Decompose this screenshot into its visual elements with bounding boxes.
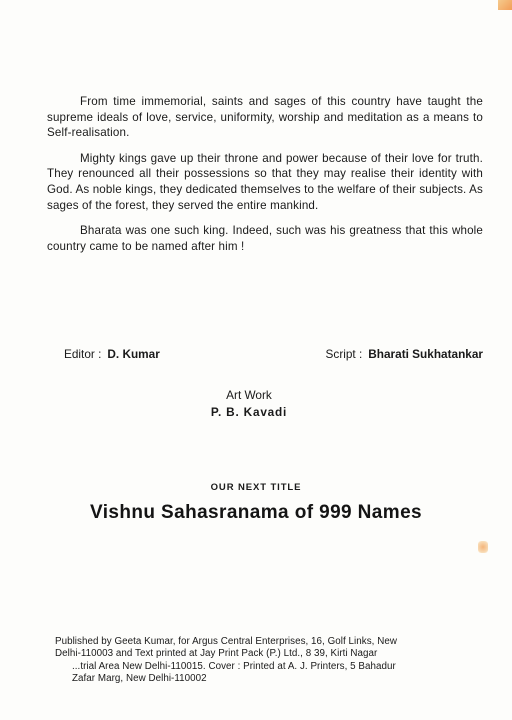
imprint-line-3: ...trial Area New Delhi-110015. Cover : Printed at A. J. Printers, 5 Bahadur: [72, 660, 396, 672]
script-label: Script :: [325, 347, 363, 361]
next-title-label: OUR NEXT TITLE: [210, 482, 302, 493]
intro-paragraph-1: From time immemorial, saints and sages of this country have taught the supreme ideals of love, service, uniformity, worship and meditation as a means to Self-realisation.: [47, 95, 483, 140]
credits-row: [47, 347, 483, 363]
artwork-label: Art Work: [226, 388, 272, 402]
editor-credit: [64, 347, 160, 361]
script-name: Bharati Sukhatankar: [368, 347, 483, 361]
editor-name: D. Kumar: [107, 347, 160, 361]
intro-paragraph-3: Bharata was one such king. Indeed, such was his greatness that this whole country came to be named after him !: [47, 224, 483, 253]
artwork-credit: [0, 387, 512, 421]
publisher-imprint: [55, 636, 479, 686]
paper-stain-speck: [478, 541, 488, 553]
imprint-line-2: Delhi-110003 and Text printed at Jay Print Pack (P.) Ltd., 8 39, Kirti Nagar: [55, 648, 378, 660]
next-title-heading: Vishnu Sahasranama of 999 Names: [89, 502, 423, 523]
editor-label: Editor :: [64, 347, 102, 361]
imprint-line-1: Published by Geeta Kumar, for Argus Central Enterprises, 16, Golf Links, New: [55, 636, 397, 647]
intro-paragraph-2: Mighty kings gave up their throne and power because of their love for truth. They renounced all their possessions so that they may realise their identity with God. As noble kings, they dedicated themselves to the welfare of their subjects. As sages of the forest, they served the entire mankind.: [47, 151, 483, 212]
corner-stain-mark: [498, 0, 512, 10]
intro-text: [47, 94, 483, 264]
artwork-name: P. B. Kavadi: [210, 405, 288, 419]
script-credit: [326, 347, 483, 361]
imprint-line-4: Zafar Marg, New Delhi-110002: [72, 673, 207, 685]
